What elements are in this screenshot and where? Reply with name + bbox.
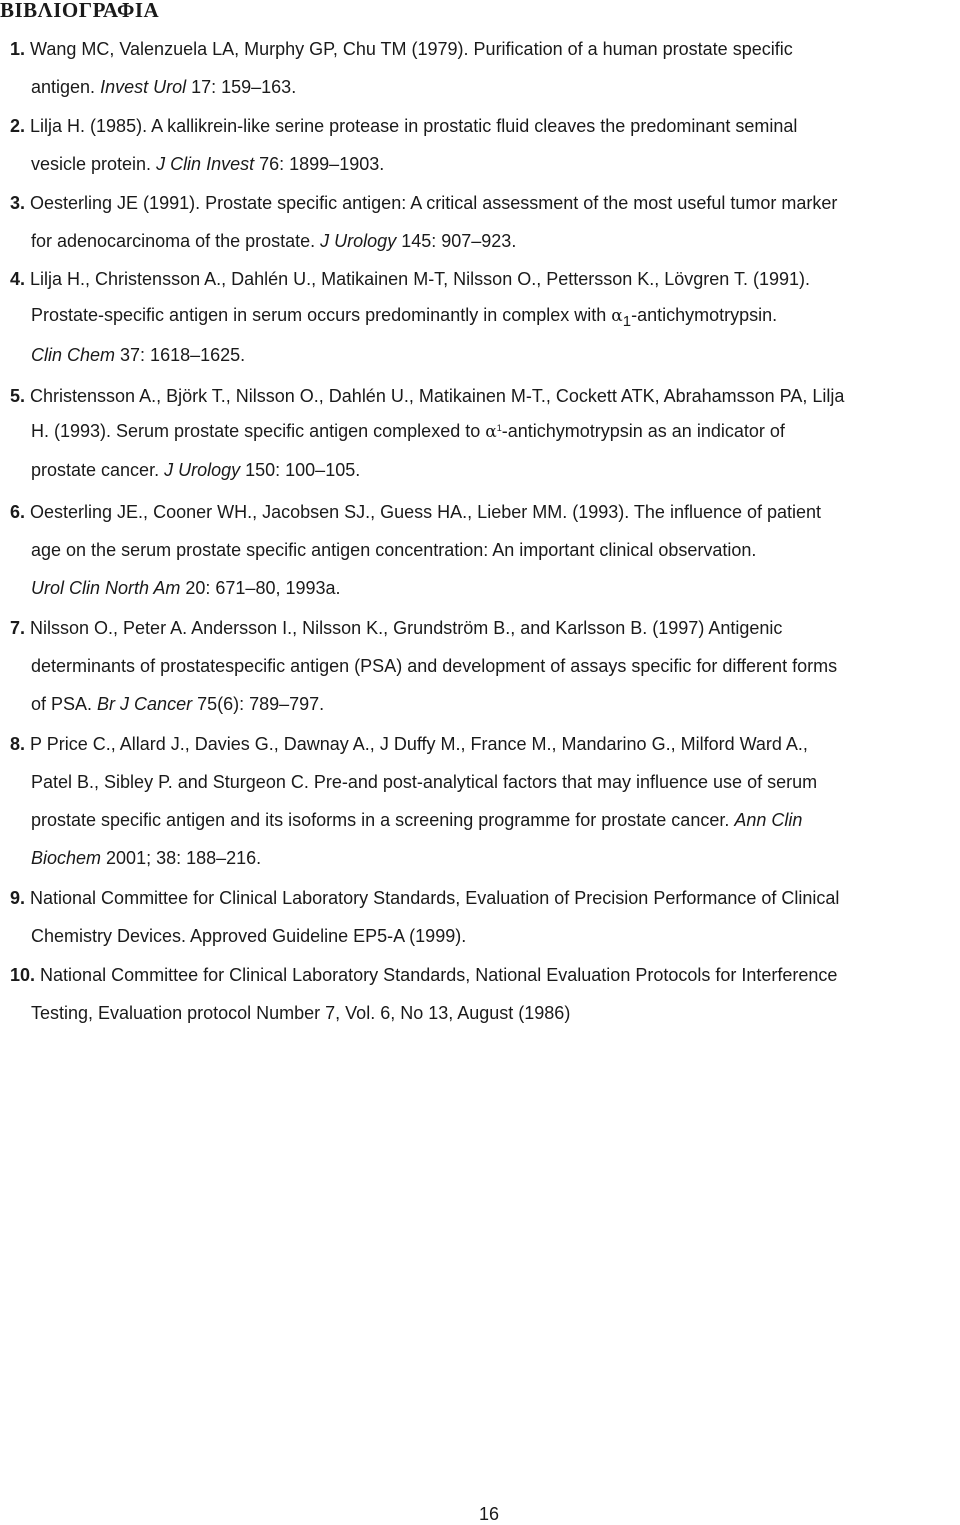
superscript: 1 [496,423,502,433]
reference-2-line-1: 2. Lilja H. (1985). A kallikrein-like serine protease in prostatic fluid cleaves the predominant seminal [10,116,798,136]
journal-name: Biochem [31,848,102,868]
journal-name: Br J Cancer [97,694,193,714]
journal-name: Clin Chem [31,345,116,365]
reference-5-line-2: H. (1993). Serum prostate specific antigen complexed to $\alpha^1$-antichymotrypsin as an indicator of [31,421,785,442]
reference-1-line-2: antigen. Invest Urol 17: 159–163. [31,77,297,97]
reference-number: 3. [10,193,26,213]
page-heading: ΒΙΒΛΙΟΓΡΑΦΙΑ [0,0,160,22]
reference-7-line-2: determinants of prostatespecific antigen (PSA) and development of assays specific for different forms [31,656,838,676]
reference-1-line-1: 1. Wang MC, Valenzuela LA, Murphy GP, Chu TM (1979). Purification of a human prostate specific [10,39,793,59]
journal-name: J Urology [164,460,241,480]
reference-4-line-3: Clin Chem 37: 1618–1625. [31,345,246,365]
reference-number: 9. [10,888,26,908]
reference-9-line-2: Chemistry Devices. Approved Guideline EP5-A (1999). [31,926,467,946]
reference-number: 8. [10,734,26,754]
reference-8-line-4: Biochem 2001; 38: 188–216. [31,848,262,868]
reference-7-line-1: 7. Nilsson O., Peter A. Andersson I., Nilsson K., Grundström B., and Karlsson B. (1997) Antigenic [10,618,783,638]
journal-name: J Clin Invest [156,154,255,174]
reference-4-line-2: Prostate-specific antigen in serum occurs predominantly in complex with $\alpha_1$-antichymotrypsin. [31,305,778,330]
subscript: 1 [622,313,632,330]
reference-number: 6. [10,502,26,522]
journal-name: Ann Clin [734,810,803,830]
reference-10-line-1: 10. National Committee for Clinical Laboratory Standards, National Evaluation Protocols for Interference [10,965,838,985]
reference-5-line-3: prostate cancer. J Urology 150: 100–105. [31,460,361,480]
reference-number: 5. [10,386,26,406]
alpha-symbol: α [611,306,623,326]
reference-3-line-1: 3. Oesterling JE (1991). Prostate specific antigen: A critical assessment of the most useful tumor marker [10,193,838,213]
reference-number: 1. [10,39,26,59]
reference-number: 7. [10,618,26,638]
reference-5-line-1: 5. Christensson A., Björk T., Nilsson O., Dahlén U., Matikainen M-T., Cockett ATK, Abrahamsson PA, Lilja [10,386,845,406]
page-number: 16 [479,1504,500,1524]
reference-10-line-2: Testing, Evaluation protocol Number 7, Vol. 6, No 13, August (1986) [31,1003,571,1023]
reference-6-line-2: age on the serum prostate specific antigen concentration: An important clinical observation. [31,540,757,560]
reference-8-line-1: 8. P Price C., Allard J., Davies G., Dawnay A., J Duffy M., France M., Mandarino G., Milford Ward A., [10,734,808,754]
reference-number: 4. [10,269,26,289]
journal-name: Urol Clin North Am [31,578,181,598]
journal-name: Invest Urol [100,77,187,97]
journal-name: J Urology [320,231,397,251]
reference-2-line-2: vesicle protein. J Clin Invest 76: 1899–1903. [31,154,385,174]
reference-number: 2. [10,116,26,136]
reference-3-line-2: for adenocarcinoma of the prostate. J Urology 145: 907–923. [31,231,517,251]
reference-9-line-1: 9. National Committee for Clinical Laboratory Standards, Evaluation of Precision Performance of Clinical [10,888,840,908]
reference-7-line-3: of PSA. Br J Cancer 75(6): 789–797. [31,694,325,714]
reference-number: 10. [10,965,36,985]
alpha-symbol: α [485,422,497,442]
reference-8-line-2: Patel B., Sibley P. and Sturgeon C. Pre-and post-analytical factors that may influence use of serum [31,772,818,792]
reference-8-line-3: prostate specific antigen and its isoforms in a screening programme for prostate cancer. Ann Clin [31,810,803,830]
reference-4-line-1: 4. Lilja H., Christensson A., Dahlén U., Matikainen M-T, Nilsson O., Pettersson K., Lövgren T. (1991). [10,269,811,289]
reference-6-line-1: 6. Oesterling JE., Cooner WH., Jacobsen SJ., Guess HA., Lieber MM. (1993). The influence of patient [10,502,822,522]
reference-6-line-3: Urol Clin North Am 20: 671–80, 1993a. [31,578,341,598]
